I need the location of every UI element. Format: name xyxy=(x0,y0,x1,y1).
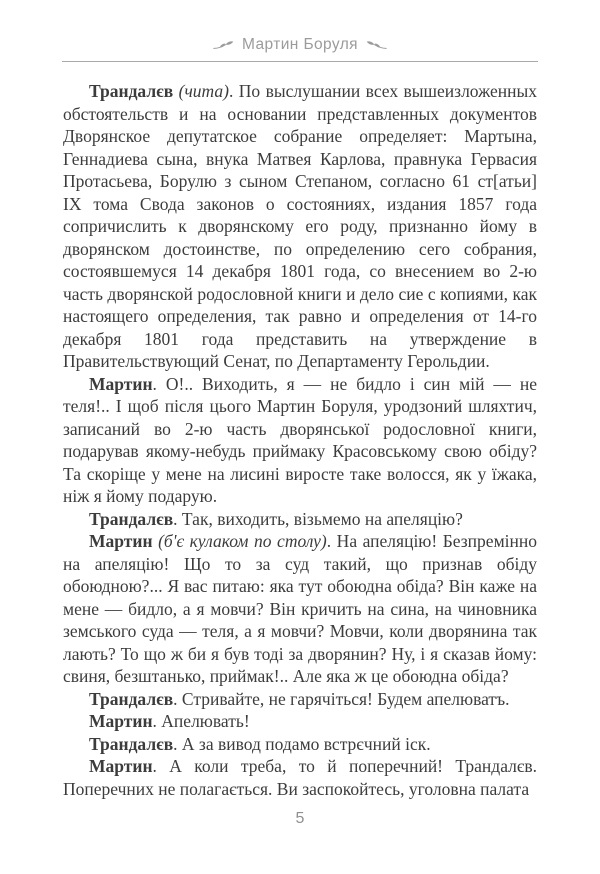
dialogue-paragraph xyxy=(63,733,537,756)
dialogue-paragraph xyxy=(63,755,537,800)
dialogue-text: . Так, виходить, візьмемо на апеляцію? xyxy=(173,508,463,529)
speaker-name: Мартин xyxy=(89,531,153,551)
play-text xyxy=(63,80,537,800)
dialogue-text: . А за вивод подамо встрєчний іск. xyxy=(173,733,431,754)
dialogue-paragraph xyxy=(63,80,537,373)
dialogue-paragraph xyxy=(63,710,537,733)
speaker-name: Мартин xyxy=(89,373,153,394)
dialogue-text: . Стривайте, не гарячіться! Будем апелюватъ. xyxy=(173,688,510,709)
running-header-title: Мартин Боруля xyxy=(242,36,358,53)
stage-direction: (б'є кулаком по столу) xyxy=(152,531,327,551)
dialogue-paragraph xyxy=(63,688,537,711)
running-header xyxy=(0,0,600,54)
dialogue-text: . Апелювать! xyxy=(152,711,250,731)
leaf-flourish-icon xyxy=(213,40,234,50)
dialogue-text: . По выслушании всех вышеизложенных обстоятельств и на основании представленных документов Дворянское депутатское собрание определяет: Мартына, Геннадиева сына, внука Матвея Карлова, правнука Гервасия Протасьева, Борулю з сыном Степаном, согласно 61 ст[атьи] IX тома Свода законов о состояниях, издания 1857 года сопричислить к дворянскому его роду, признанно йому в дворянском достоинстве, по определению сего собрания, состоявшемуся 14 декабря 1801 года, со внесением во 2-ю часть дворянской родословной книги и дело сие с копиями, как настоящего определения, так равно и определения от 14-го декабря 1801 года представить на утверждение в Правительствующий Сенат, по Департаменту Герольдии. xyxy=(63,81,537,371)
leaf-flourish-icon xyxy=(366,40,387,50)
dialogue-text: . О!.. Виходить, я — не бидло і син мій — не теля!.. І щоб після цього Мартин Боруля, уродзоний шляхтич, записаний во 2-ю часть дворянської родословної книги, подарував якому-небудь приймаку Красовському свою обіду? Та скоріще у мене на лисині виросте таке волосся, як у їжака, ніж я йому подарую. xyxy=(63,373,537,506)
speaker-name: Трандалєв xyxy=(89,688,174,709)
dialogue-text: . А коли треба, то й поперечний! Трандалєв. Поперечних не полагається. Ви заспокойтесь, уголовна палата xyxy=(63,756,537,799)
speaker-name: Трандалєв xyxy=(89,81,174,101)
speaker-name: Мартин xyxy=(89,711,153,731)
header-rule xyxy=(62,61,538,62)
speaker-name: Трандалєв xyxy=(89,508,174,529)
speaker-name: Трандалєв xyxy=(89,733,174,754)
page-number: 5 xyxy=(295,810,305,827)
dialogue-paragraph xyxy=(63,508,537,531)
dialogue-paragraph xyxy=(63,373,537,508)
dialogue-paragraph xyxy=(63,530,537,688)
stage-direction: (чита) xyxy=(173,81,229,101)
dialogue-text: . На апеляцію! Безпремінно на апеляцію! Що то за суд такий, що признав обіду обоюдною?... Я вас питаю: яка тут обоюдна обіда? Він каже на мене — бидло, а я мовчи? Він кричить на сина, на чиновника земського суда — теля, а я мовчи? Мовчи, коли дворянина так лають? То що ж би я був тоді за дворянин? Ну, і я сказав йому: свиня, безштанько, приймак!.. Але яка ж це обоюдна обіда? xyxy=(63,531,537,686)
speaker-name: Мартин xyxy=(89,756,153,776)
page-footer xyxy=(0,810,600,828)
